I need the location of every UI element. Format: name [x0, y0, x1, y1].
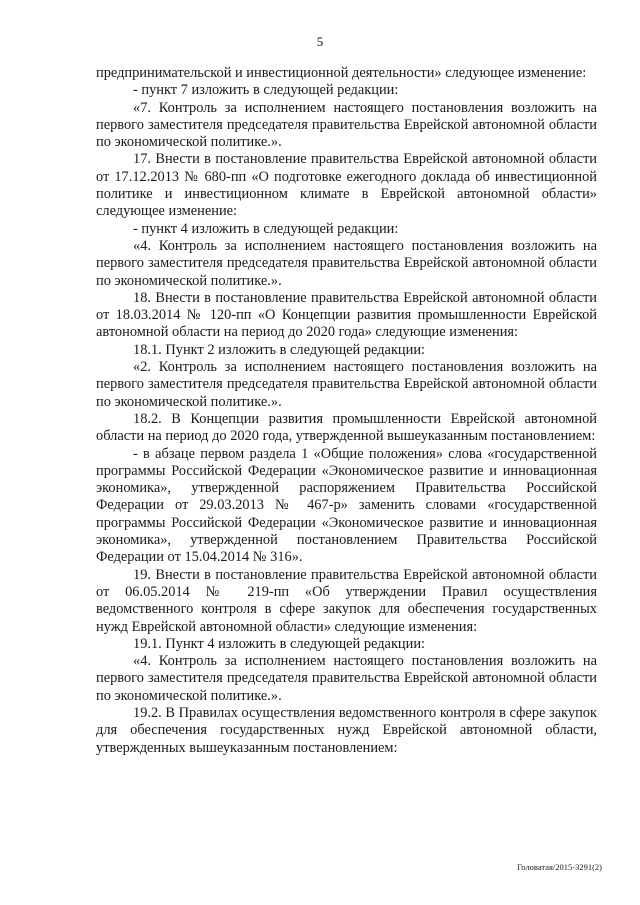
paragraph-19-1-text: «4. Контроль за исполнением настоящего постановления возложить на первого заместителя председателя правительства Еврейской автономной области по экономической политике.».: [96, 653, 597, 704]
paragraph-item-7-instruction: - пункт 7 изложить в следующей редакции:: [133, 82, 399, 99]
document-body: [96, 65, 597, 757]
paragraph-18-2-text: - в абзаце первом раздела 1 «Общие положения» слова «государственной программы Российской Федерации «Экономическое развитие и инновационная экономика», утвержденной распоряжением Правительства Российской Федерации от 29.03.2013 № 467-р» заменить словами «государственной программы Российской Федерации «Экономическое развитие и инновационная экономика», утвержденной постановлением Правительства Российской Федерации от 15.04.2014 № 316».: [96, 445, 597, 566]
paragraph-19-1: 19.1. Пункт 4 изложить в следующей редакции:: [133, 635, 426, 652]
footer-document-code: Головатая/2015-3291(2): [517, 862, 602, 872]
paragraph-continuation: предпринимательской и инвестиционной деятельности» следующее изменение:: [96, 65, 587, 81]
paragraph-18-1: 18.1. Пункт 2 изложить в следующей редакции:: [133, 341, 426, 358]
paragraph-18-1-text: «2. Контроль за исполнением настоящего постановления возложить на первого заместителя председателя правительства Еврейской автономной области по экономической политике.».: [96, 359, 597, 410]
paragraph-17-text: «4. Контроль за исполнением настоящего постановления возложить на первого заместителя председателя правительства Еврейской автономной области по экономической политике.».: [96, 237, 597, 289]
paragraph-item-7-text: «7. Контроль за исполнением настоящего постановления возложить на первого заместителя председателя правительства Еврейской автономной области по экономической политике.».: [96, 99, 597, 151]
paragraph-19: 19. Внести в постановление правительства Еврейской автономной области от 06.05.2014 № 219-пп «Об утверждении Правил осуществления ведомственного контроля в сфере закупок для обеспечения государственных нужд Еврейской автономной области» следующие изменения:: [96, 566, 597, 635]
paragraph-17-instruction: - пункт 4 изложить в следующей редакции:: [133, 220, 399, 237]
paragraph-18: 18. Внести в постановление правительства Еврейской автономной области от 18.03.2014 № 120-пп «О Концепции развития промышленности Еврейской автономной области на период до 2020 года» следующие изменения:: [96, 289, 597, 341]
paragraph-19-2: 19.2. В Правилах осуществления ведомственного контроля в сфере закупок для обеспечения государственных нужд Еврейской автономной области, утвержденных вышеуказанным постановлением:: [96, 704, 597, 756]
paragraph-18-2: 18.2. В Концепции развития промышленности Еврейской автономной области на период до 2020 года, утвержденной вышеуказанным постановлением:: [96, 410, 597, 445]
page-number: 5: [316, 34, 324, 49]
paragraph-17: 17. Внести в постановление правительства Еврейской автономной области от 17.12.2013 № 680-пп «О подготовке ежегодного доклада об инвестиционной политике и инвестиционном климате в Еврейской автономной области» следующее изменение:: [96, 151, 597, 220]
